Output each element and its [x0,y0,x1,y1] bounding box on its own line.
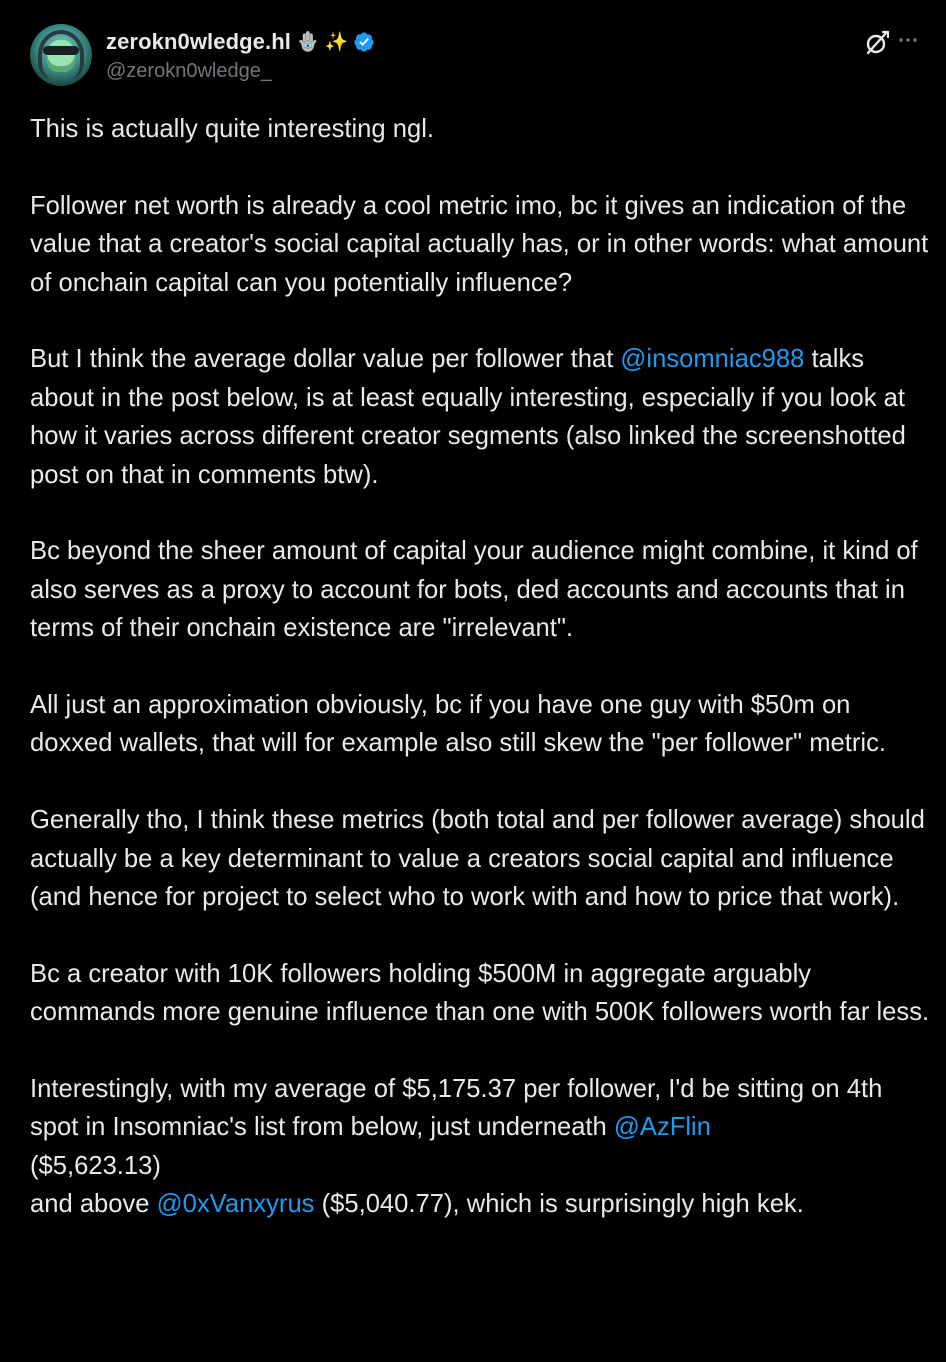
paragraph-8-text-c: and above [30,1190,157,1219]
post-paragraph-6: Generally tho, I think these metrics (both total and per follower average) should actually be a key determinant to value a creators social capital and influence (and hence for project to select who to work with and how to price that work). [30,806,925,912]
more-icon[interactable] [896,28,920,52]
grok-icon[interactable] [864,30,890,56]
mention-azflin[interactable]: @AzFlin [613,1113,711,1142]
post-paragraph-3 [30,340,930,494]
paragraph-8-text-a: Interestingly, with my average of $5,175.37 per follower, I'd be sitting on 4th spot in Insomniac's list from below, just underneath [30,1075,883,1142]
mention-0xvanxyrus[interactable]: @0xVanxyrus [156,1190,315,1219]
verified-badge-icon[interactable] [353,31,375,53]
sparkles-emoji: ✨ [324,31,349,53]
paragraph-3-text-b: talks about in the post below, is at least equally interesting, especially if you look at how it varies across different creator segments (also linked the screenshotted post on that in comments btw). [30,345,906,489]
post-paragraph-7: Bc a creator with 10K followers holding $500M in aggregate arguably commands more genuine influence than one with 500K followers worth far less. [30,959,930,1027]
paragraph-8-text-d: ($5,040.77), which is surprisingly high kek. [314,1190,804,1219]
avatar[interactable] [30,24,92,86]
display-name[interactable]: zerokn0wledge.hl [106,29,291,54]
post-paragraph-2: Follower net worth is already a cool metric imo, bc it gives an indication of the value that a creator's social capital actually has, or in other words: what amount of onchain capital can you potentially influence? [30,191,929,297]
post-paragraph-1: This is actually quite interesting ngl. [30,115,435,143]
post-paragraph-4: Bc beyond the sheer amount of capital your audience might combine, it kind of also serves as a proxy to account for bots, ded accounts and accounts that in terms of their onchain existence are "irrelevant". [30,537,918,643]
post-paragraph-8 [30,1070,930,1224]
handle[interactable]: @zerokn0wledge_ [106,60,272,82]
post-header [30,24,920,88]
mention-insomniac988[interactable]: @insomniac988 [620,345,805,374]
paragraph-8-text-b: ($5,623.13) [30,1151,161,1180]
name-row [106,28,375,56]
paragraph-3-text-a: But I think the average dollar value per follower that [30,345,621,374]
post-paragraph-5: All just an approximation obviously, bc if you have one guy with $50m on doxxed wallets, that will for example also still skew the "per follower" metric. [30,691,886,758]
post-text [30,110,930,1224]
avatar-visor [43,46,79,55]
hamsa-emoji: 🪬 [295,31,320,53]
avatar-face [47,40,75,72]
